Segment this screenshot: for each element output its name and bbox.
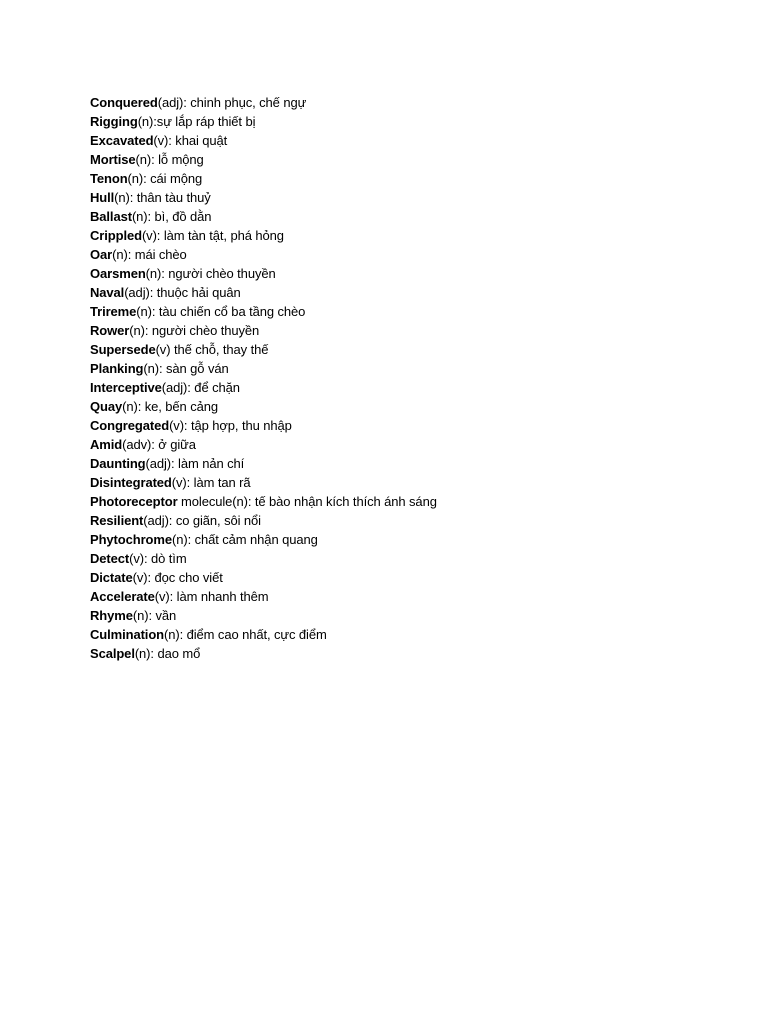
vocab-word: Rhyme — [90, 608, 133, 623]
vocab-definition: (v) thế chỗ, thay thế — [155, 342, 269, 357]
vocab-entry — [90, 549, 730, 568]
vocab-definition: (v): đọc cho viết — [132, 570, 223, 585]
vocab-definition: (adj): co giãn, sôi nổi — [143, 513, 261, 528]
vocab-definition: (v): làm tan rã — [171, 475, 251, 490]
vocab-entry — [90, 112, 730, 131]
vocab-word: Excavated — [90, 133, 154, 148]
vocab-word: Disintegrated — [90, 475, 172, 490]
vocab-word: Accelerate — [90, 589, 155, 604]
vocab-definition: (v): khai quật — [153, 133, 228, 148]
vocab-word: Mortise — [90, 152, 136, 167]
vocab-definition: (n): thân tàu thuỷ — [114, 190, 211, 205]
vocabulary-list — [90, 93, 730, 663]
vocab-word: Naval — [90, 285, 125, 300]
vocab-entry — [90, 302, 730, 321]
vocab-entry — [90, 511, 730, 530]
vocab-word: Congregated — [90, 418, 170, 433]
vocab-definition: (n): bì, đồ dằn — [131, 209, 212, 224]
vocab-word: Photoreceptor — [90, 494, 178, 509]
vocab-definition: (n): điểm cao nhất, cực điểm — [164, 627, 327, 642]
vocab-entry — [90, 264, 730, 283]
vocab-definition: (n): chất cảm nhận quang — [171, 532, 318, 547]
vocab-entry — [90, 321, 730, 340]
vocab-entry — [90, 131, 730, 150]
vocab-definition: (v): tập hợp, thu nhập — [169, 418, 292, 433]
vocab-entry — [90, 473, 730, 492]
vocab-definition: (n): người chèo thuyền — [145, 266, 276, 281]
vocab-entry — [90, 435, 730, 454]
vocab-entry — [90, 93, 730, 112]
vocab-definition: (v): dò tìm — [129, 551, 187, 566]
vocab-definition: (n): ke, bến cảng — [122, 399, 218, 414]
vocab-entry — [90, 359, 730, 378]
vocab-entry — [90, 625, 730, 644]
vocab-word: Amid — [90, 437, 123, 452]
vocab-definition: (n): dao mổ — [134, 646, 201, 661]
vocab-entry — [90, 397, 730, 416]
vocab-word: Rower — [90, 323, 130, 338]
vocab-entry — [90, 207, 730, 226]
vocab-word: Oar — [90, 247, 113, 262]
vocab-entry — [90, 226, 730, 245]
vocab-definition: (adj): làm nản chí — [145, 456, 245, 471]
vocab-entry — [90, 169, 730, 188]
vocab-entry — [90, 378, 730, 397]
vocab-definition: (n): lỗ mộng — [135, 152, 204, 167]
vocab-word: Hull — [90, 190, 115, 205]
vocab-word: Dictate — [90, 570, 133, 585]
vocab-definition: (n): tàu chiến cổ ba tầng chèo — [136, 304, 306, 319]
vocab-entry — [90, 340, 730, 359]
vocab-definition: (adv): ở giữa — [122, 437, 196, 452]
vocab-entry — [90, 568, 730, 587]
vocab-entry — [90, 416, 730, 435]
vocab-word: Conquered — [90, 95, 158, 110]
vocab-word: Oarsmen — [90, 266, 146, 281]
vocab-entry — [90, 644, 730, 663]
vocab-definition: (n): mái chèo — [112, 247, 187, 262]
vocab-word: Resilient — [90, 513, 144, 528]
vocab-definition: (adj): để chặn — [161, 380, 240, 395]
vocab-entry — [90, 587, 730, 606]
vocab-word: Trireme — [90, 304, 137, 319]
vocab-definition: (adj): thuộc hải quân — [124, 285, 241, 300]
vocab-entry — [90, 530, 730, 549]
vocab-definition: (n): vần — [132, 608, 177, 623]
vocab-definition: (n): người chèo thuyền — [129, 323, 260, 338]
vocab-definition: (n): cái mộng — [127, 171, 203, 186]
vocab-word: Crippled — [90, 228, 142, 243]
vocab-word: Detect — [90, 551, 130, 566]
vocab-word: Supersede — [90, 342, 156, 357]
vocab-word: Interceptive — [90, 380, 162, 395]
vocab-word: Daunting — [90, 456, 146, 471]
vocab-entry — [90, 283, 730, 302]
vocab-definition: (adj): chinh phục, chế ngự — [157, 95, 307, 110]
vocab-entry — [90, 606, 730, 625]
vocab-word: Tenon — [90, 171, 128, 186]
vocab-word: Quay — [90, 399, 123, 414]
vocab-definition: molecule(n): tế bào nhận kích thích ánh sáng — [177, 494, 437, 509]
vocab-entry — [90, 245, 730, 264]
vocab-entry — [90, 188, 730, 207]
vocab-word: Rigging — [90, 114, 138, 129]
vocab-entry — [90, 492, 730, 511]
vocab-word: Culmination — [90, 627, 165, 642]
vocab-definition: (v): làm nhanh thêm — [154, 589, 269, 604]
vocab-entry — [90, 454, 730, 473]
vocab-definition: (v): làm tàn tật, phá hỏng — [141, 228, 284, 243]
vocab-word: Phytochrome — [90, 532, 172, 547]
vocab-definition: (n):sự lắp ráp thiết bị — [137, 114, 256, 129]
vocab-word: Planking — [90, 361, 144, 376]
vocab-entry — [90, 150, 730, 169]
vocab-word: Scalpel — [90, 646, 135, 661]
vocab-definition: (n): sàn gỗ ván — [143, 361, 229, 376]
vocab-word: Ballast — [90, 209, 132, 224]
